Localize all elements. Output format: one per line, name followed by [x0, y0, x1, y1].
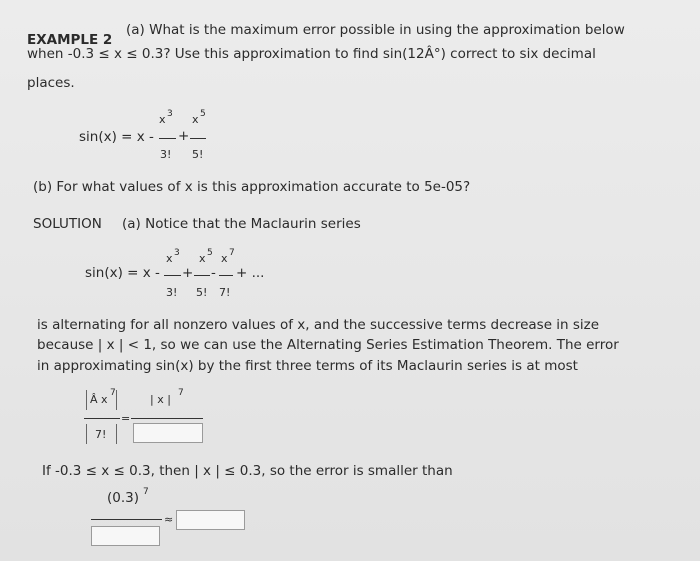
final-fraction-bar: [91, 519, 162, 520]
formula2-denominator3: 7!: [219, 286, 231, 299]
error-numerator-right: | x |: [150, 393, 171, 406]
part-a-line3: places.: [27, 75, 75, 91]
final-denominator-input[interactable]: [91, 526, 160, 546]
abs-bar-left-bottom: [86, 424, 87, 444]
error-numerator-right-exponent: 7: [178, 388, 184, 398]
formula1-exponent2: 5: [200, 109, 206, 119]
final-answer-input[interactable]: [176, 510, 245, 530]
formula1-exponent1: 3: [167, 109, 173, 119]
error-numerator-left: Â x: [90, 393, 108, 406]
error-fraction-bar-left: [84, 418, 120, 419]
formula2-numerator1: x: [166, 252, 173, 265]
abs-bar-left-top: [86, 390, 87, 410]
approx-sign: ≈: [164, 513, 174, 526]
equals-sign: =: [121, 412, 131, 425]
formula2-exponent3: 7: [229, 248, 235, 258]
formula2-plus-ellipsis: + ...: [236, 265, 265, 281]
formula2-exponent1: 3: [174, 248, 180, 258]
final-numerator: (0.3): [107, 490, 140, 506]
formula1-denominator1: 3!: [160, 148, 172, 161]
formula2-denominator1: 3!: [166, 286, 178, 299]
formula2-fraction-bar2: [194, 275, 210, 276]
part-a-line2: when -0.3 ≤ x ≤ 0.3? Use this approximation to find sin(12Â°) correct to six decimal: [27, 46, 596, 62]
formula1-denominator2: 5!: [192, 148, 204, 161]
paragraph-line2: because | x | < 1, so we can use the Alternating Series Estimation Theorem. The error: [37, 337, 619, 353]
formula2-exponent2: 5: [207, 248, 213, 258]
error-bound-answer-input[interactable]: [133, 423, 203, 443]
formula2-denominator2: 5!: [196, 286, 208, 299]
error-denominator-left: 7!: [95, 428, 107, 441]
formula2-fraction-bar1: [164, 275, 181, 276]
formula1-numerator1: x: [159, 113, 166, 126]
abs-bar-right-bottom: [116, 424, 117, 444]
solution-label: SOLUTION: [33, 216, 102, 232]
part-b-question: (b) For what values of x is this approximation accurate to 5e-05?: [33, 179, 471, 195]
if-condition-line: If -0.3 ≤ x ≤ 0.3, then | x | ≤ 0.3, so the error is smaller than: [42, 463, 453, 479]
formula2-numerator2: x: [199, 252, 206, 265]
formula1-fraction-bar2: [190, 138, 206, 139]
formula1-plus: +: [178, 128, 190, 144]
formula1-lhs: sin(x) = x -: [79, 129, 154, 145]
abs-bar-right-top: [116, 390, 117, 410]
final-numerator-exponent: 7: [143, 487, 149, 497]
formula2-numerator3: x: [221, 252, 228, 265]
formula2-plus1: +: [182, 265, 194, 281]
paragraph-line3: in approximating sin(x) by the first three terms of its Maclaurin series is at most: [37, 358, 578, 374]
example-label: EXAMPLE 2: [27, 32, 113, 48]
error-numerator-left-exponent: 7: [110, 388, 116, 398]
paragraph-line1: is alternating for all nonzero values of x, and the successive terms decrease in size: [37, 317, 600, 333]
error-fraction-bar-right: [131, 418, 203, 419]
part-a-line1: (a) What is the maximum error possible in using the approximation below: [126, 22, 625, 38]
solution-intro: (a) Notice that the Maclaurin series: [122, 216, 361, 232]
formula2-fraction-bar3: [219, 275, 233, 276]
formula1-fraction-bar1: [159, 138, 176, 139]
formula1-numerator2: x: [192, 113, 199, 126]
formula2-minus: -: [211, 265, 216, 281]
formula2-lhs: sin(x) = x -: [85, 265, 160, 281]
